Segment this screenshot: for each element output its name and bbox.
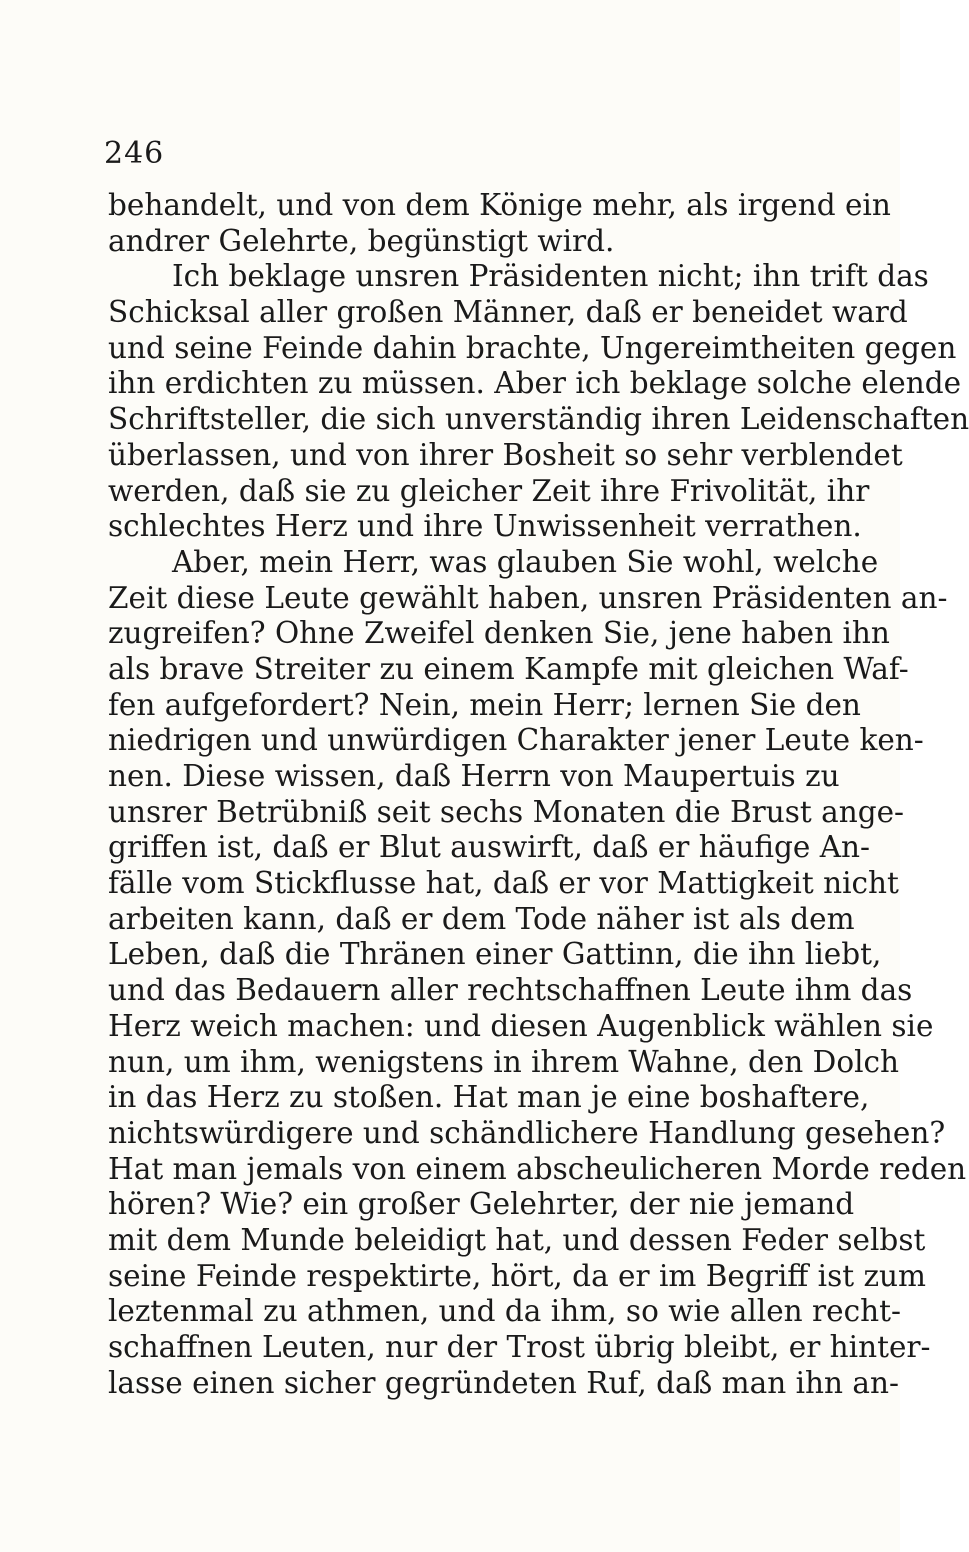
text-line: in das Herz zu stoßen. Hat man je eine boshaftere, bbox=[108, 1080, 870, 1115]
text-line: überlassen, und von ihrer Bosheit so sehr verblendet bbox=[108, 437, 903, 472]
text-line: fen aufgefordert? Nein, mein Herr; lernen Sie den bbox=[108, 687, 861, 722]
paragraph bbox=[108, 188, 891, 259]
text-line: hören? Wie? ein großer Gelehrter, der nie jemand bbox=[108, 1187, 855, 1222]
text-line: leztenmal zu athmen, und da ihm, so wie allen recht- bbox=[108, 1294, 901, 1329]
text-line: Aber, mein Herr, was glauben Sie wohl, welche bbox=[172, 544, 879, 579]
text-line: behandelt, und von dem Könige mehr, als irgend ein bbox=[108, 188, 891, 222]
text-line: nen. Diese wissen, daß Herrn von Maupertuis zu bbox=[108, 759, 840, 793]
text-line: Schriftsteller, die sich unverständig ihren Leidenschaften bbox=[108, 402, 969, 437]
text-line: arbeiten kann, daß er dem Tode näher ist als dem bbox=[108, 901, 855, 936]
text-line: Herz weich machen: und diesen Augenblick wählen sie bbox=[108, 1008, 934, 1043]
paragraph bbox=[108, 544, 967, 1402]
text-line: andrer Gelehrte, begünstigt wird. bbox=[108, 223, 615, 258]
text-line: Zeit diese Leute gewählt haben, unsren Präsidenten an- bbox=[108, 580, 948, 615]
paragraph bbox=[108, 259, 969, 545]
text-line: Hat man jemals von einem abscheulicheren Morde reden bbox=[108, 1151, 967, 1186]
text-line: Schicksal aller großen Männer, daß er beneidet ward bbox=[108, 295, 908, 330]
text-line: werden, daß sie zu gleicher Zeit ihre Frivolität, ihr bbox=[108, 473, 870, 508]
text-line: nun, um ihm, wenigstens in ihrem Wahne, den Dolch bbox=[108, 1044, 900, 1079]
body-text bbox=[108, 188, 969, 1401]
text-line: niedrigen und unwürdigen Charakter jener Leute ken- bbox=[108, 723, 924, 758]
text-line: als brave Streiter zu einem Kampfe mit gleichen Waf- bbox=[108, 651, 909, 686]
text-line: schaffnen Leuten, nur der Trost übrig bleibt, er hinter- bbox=[108, 1330, 931, 1364]
text-line: nichtswürdigere und schändlichere Handlung gesehen? bbox=[108, 1115, 946, 1150]
text-line: mit dem Munde beleidigt hat, und dessen Feder selbst bbox=[108, 1222, 926, 1257]
text-line: Leben, daß die Thränen einer Gattinn, die ihn liebt, bbox=[108, 937, 882, 972]
page-number: 246 bbox=[104, 136, 165, 171]
text-line: schlechtes Herz und ihre Unwissenheit verrathen. bbox=[108, 509, 862, 544]
text-line: und seine Feinde dahin brachte, Ungereimtheiten gegen bbox=[108, 330, 957, 365]
text-line: und das Bedauern aller rechtschaffnen Leute ihm das bbox=[108, 973, 913, 1008]
text-line: seine Feinde respektirte, hört, da er im Begriff ist zum bbox=[108, 1258, 926, 1293]
text-line: lasse einen sicher gegründeten Ruf, daß man ihn an- bbox=[108, 1365, 899, 1400]
text-line: ihn erdichten zu müssen. Aber ich beklage solche elende bbox=[108, 366, 962, 401]
text-line: griffen ist, daß er Blut auswirft, daß er häufige An- bbox=[108, 830, 871, 865]
text-line: fälle vom Stickflusse hat, daß er vor Mattigkeit nicht bbox=[108, 866, 899, 901]
text-line: Ich beklage unsren Präsidenten nicht; ihn trift das bbox=[172, 259, 929, 294]
text-line: zugreifen? Ohne Zweifel denken Sie, jene haben ihn bbox=[108, 616, 890, 651]
text-line: unsrer Betrübniß seit sechs Monaten die Brust ange- bbox=[108, 794, 905, 829]
